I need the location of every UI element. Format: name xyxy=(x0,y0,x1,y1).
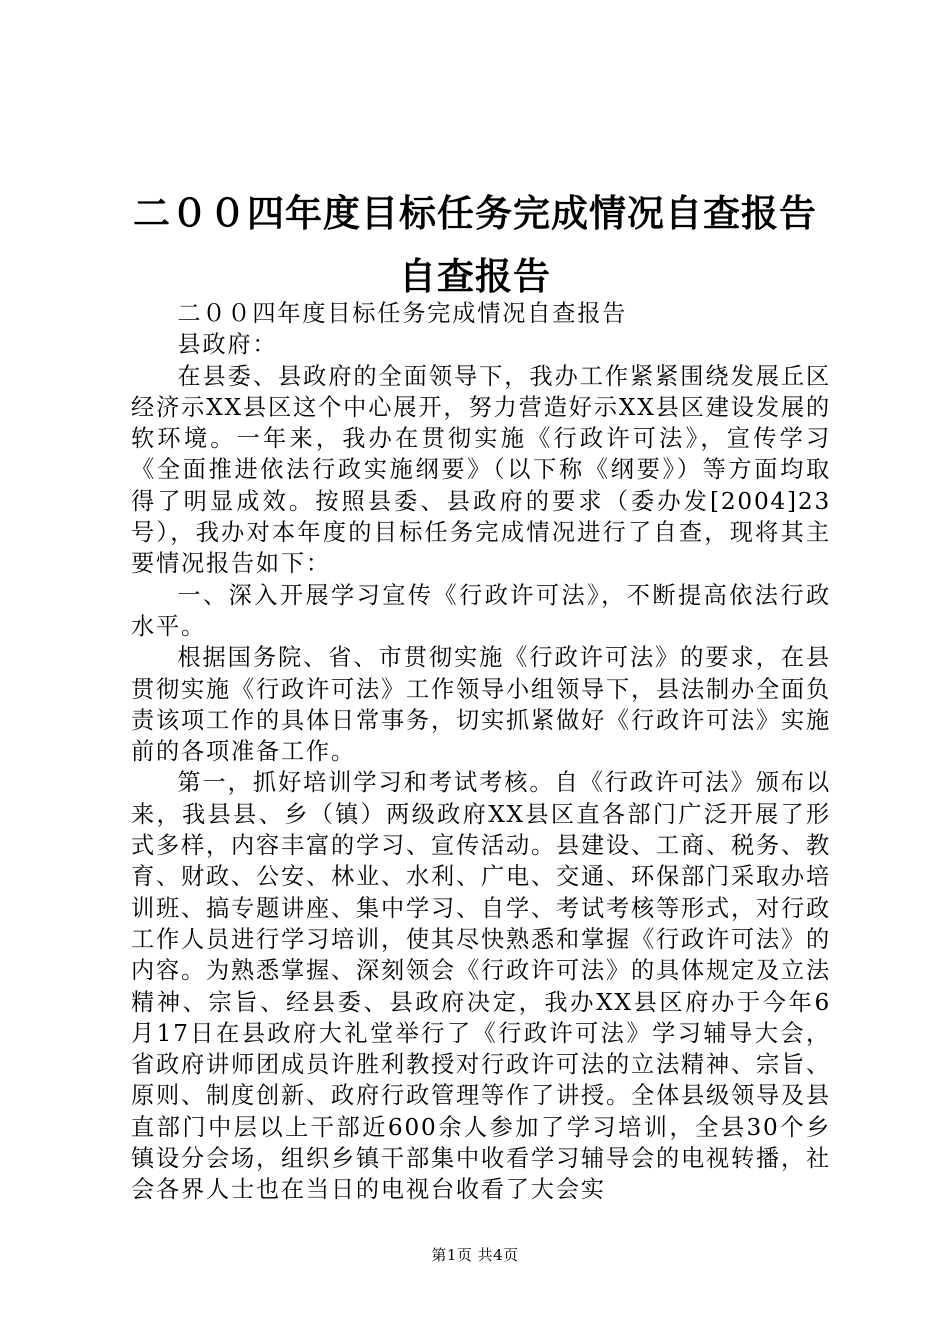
document-body xyxy=(131,298,831,1206)
salutation-paragraph: 县政府： xyxy=(177,331,278,359)
page-footer: 第1页 共4页 xyxy=(431,1246,519,1264)
section-heading-1: 一、深入开展学习宣传《行政许可法》，不断提高依法行政水平。 xyxy=(131,581,831,640)
body-paragraph: 第一，抓好培训学习和考试考核。自《行政许可法》颁布以来，我县县、乡（镇）两级政府XX县区直各部门广泛开展了形式多样，内容丰富的学习、宣传活动。县建设、工商、税务、教育、财政、公安、林业、水利、广电、交通、环保部门采取办培训班、搞专题讲座、集中学习、自学、考试考核等形式，对行政工作人员进行学习培训，使其尽快熟悉和掌握《行政许可法》的内容。为熟悉掌握、深刻领会《行政许可法》的具体规定及立法精神、宗旨、经县委、县政府决定，我办XX县区府办于今年6月17日在县政府大礼堂举行了《行政许可法》学习辅导大会，省政府讲师团成员许胜利教授对行政许可法的立法精神、宗旨、原则、制度创新、政府行政管理等作了讲授。全体县级领导及县直部门中层以上干部近600余人参加了学习培训，全县30个乡镇设分会场，组织乡镇干部集中收看学习辅导会的电视转播，社会各界人士也在当日的电视台收看了大会实 xyxy=(131,769,831,1204)
document-title: 二００四年度目标任务完成情况自查报告自查报告 xyxy=(133,191,817,298)
subtitle-paragraph: 二００四年度目标任务完成情况自查报告 xyxy=(177,300,628,327)
body-paragraph: 根据国务院、省、市贯彻实施《行政许可法》的要求，在县贯彻实施《行政许可法》工作领导小组领导下，县法制办全面负责该项工作的具体日常事务，切实抓紧做好《行政许可法》实施前的各项准备工作。 xyxy=(131,644,831,766)
intro-paragraph: 在县委、县政府的全面领导下，我办工作紧紧围绕发展丘区经济示XX县区这个中心展开，努力营造好示XX县区建设发展的软环境。一年来，我办在贯彻实施《行政许可法》，宣传学习《全面推进依法行政实施纲要》（以下称《纲要》）等方面均取得了明显成效。按照县委、县政府的要求（委办发[2004]23号），我办对本年度的目标任务完成情况进行了自查，现将其主要情况报告如下： xyxy=(131,362,831,578)
